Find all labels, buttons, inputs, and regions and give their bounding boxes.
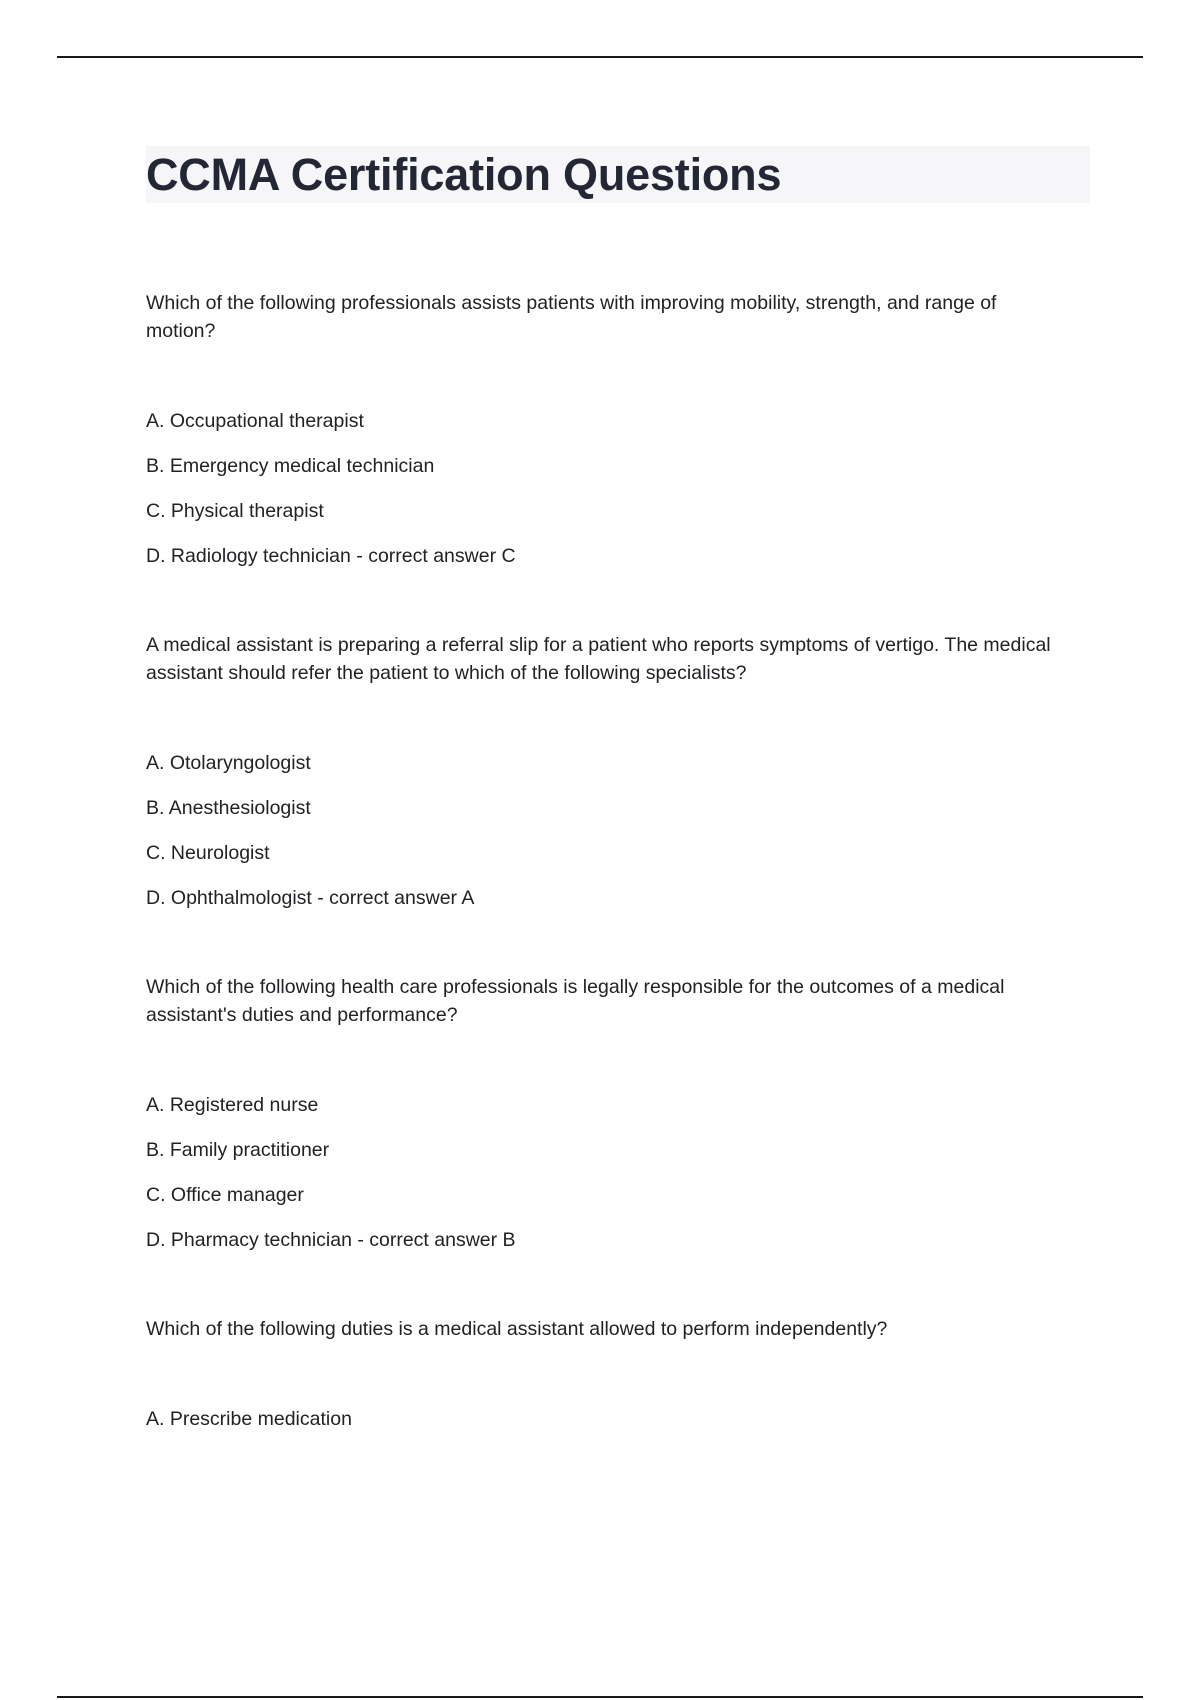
bottom-divider — [57, 1696, 1143, 1698]
answer-option-b: B. Family practitioner — [146, 1139, 330, 1161]
question-1 — [146, 289, 1090, 570]
question-2 — [146, 631, 1090, 912]
question-text: Which of the following duties is a medical assistant allowed to perform independently? — [146, 1318, 888, 1340]
answer-option-a: A. Occupational therapist — [146, 410, 364, 432]
question-list — [146, 289, 1090, 1433]
page-content — [146, 146, 1090, 1494]
answer-option-c: C. Neurologist — [146, 842, 270, 864]
title-banner — [146, 146, 1090, 203]
answer-option-b: B. Emergency medical technician — [146, 455, 435, 477]
answer-option-d: D. Ophthalmologist - correct answer A — [146, 887, 475, 909]
page-title: CCMA Certification Questions — [146, 149, 782, 200]
question-text: A medical assistant is preparing a referral slip for a patient who reports symptoms of vertigo. The medical assistant should refer the patient to which of the following specialists? — [146, 634, 1051, 684]
answer-option-c: C. Physical therapist — [146, 500, 324, 522]
top-divider — [57, 56, 1143, 58]
question-3 — [146, 973, 1090, 1254]
answer-option-d: D. Radiology technician - correct answer C — [146, 545, 516, 567]
answer-options — [146, 1091, 1090, 1254]
answer-option-d: D. Pharmacy technician - correct answer B — [146, 1229, 516, 1251]
answer-option-b: B. Anesthesiologist — [146, 797, 311, 819]
question-text: Which of the following health care professionals is legally responsible for the outcomes of a medical assistant's duties and performance? — [146, 976, 1005, 1026]
answer-options — [146, 1405, 1090, 1433]
answer-option-a: A. Prescribe medication — [146, 1408, 352, 1430]
answer-option-a: A. Otolaryngologist — [146, 752, 311, 774]
question-4 — [146, 1315, 1090, 1433]
answer-options — [146, 407, 1090, 570]
answer-option-c: C. Office manager — [146, 1184, 304, 1206]
answer-option-a: A. Registered nurse — [146, 1094, 319, 1116]
question-text: Which of the following professionals assists patients with improving mobility, strength, and range of motion? — [146, 292, 997, 342]
answer-options — [146, 749, 1090, 912]
